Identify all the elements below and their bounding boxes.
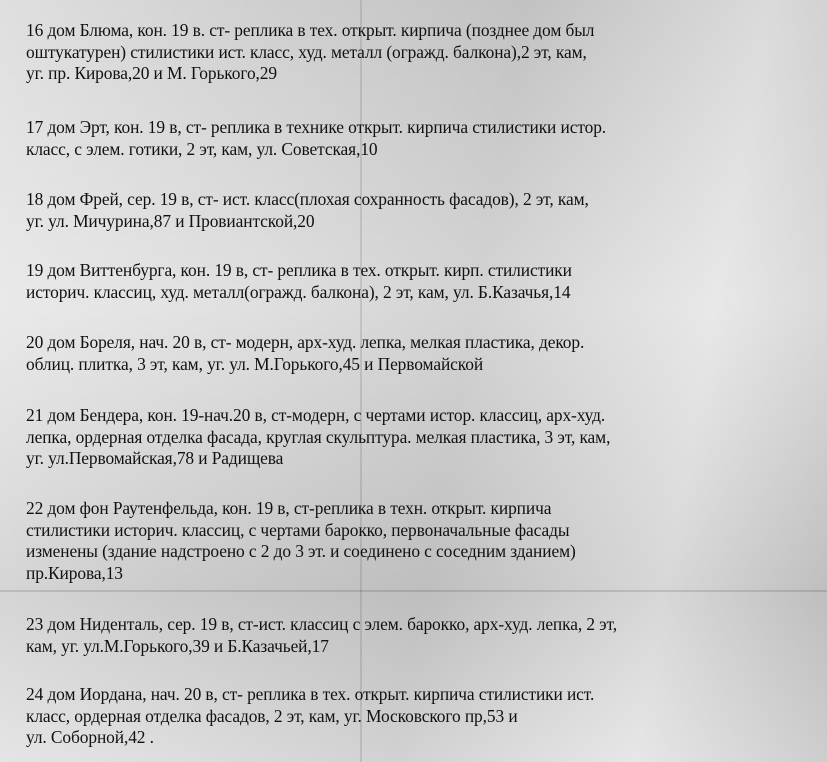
entry-line: 19 дом Виттенбурга, кон. 19 в, ст- реплика в тех. открыт. кирп. стилистики xyxy=(26,260,572,280)
entry-16 xyxy=(26,20,816,85)
entry-line: уг. ул. Мичурина,87 и Провиантской,20 xyxy=(26,210,315,231)
entry-line: класс, с элем. готики, 2 эт, кам, ул. Советская,10 xyxy=(26,138,378,159)
entry-20 xyxy=(26,332,816,375)
entry-line: 17 дом Эрт, кон. 19 в, ст- реплика в технике открыт. кирпича стилистики истор. xyxy=(26,117,607,137)
paper-fold-horizontal xyxy=(0,590,827,592)
entry-line: ул. Соборной,42 . xyxy=(26,727,154,747)
entry-line: 20 дом Бореля, нач. 20 в, ст- модерн, арх-худ. лепка, мелкая пластика, декор. xyxy=(26,332,585,352)
entry-line: 16 дом Блюма, кон. 19 в. ст- реплика в тех. открыт. кирпича (позднее дом был xyxy=(26,20,595,40)
entry-line: кам, уг. ул.М.Горького,39 и Б.Казачьей,17 xyxy=(26,635,329,656)
entry-line: 21 дом Бендера, кон. 19-нач.20 в, ст-модерн, с чертами истор. классиц, арх-худ. xyxy=(26,405,606,425)
entry-line: облиц. плитка, 3 эт, кам, уг. ул. М.Горького,45 и Первомайской xyxy=(26,353,484,374)
entry-17 xyxy=(26,117,816,160)
entry-line: историч. классиц, худ. металл(огражд. балкона), 2 эт, кам, ул. Б.Казачья,14 xyxy=(26,281,571,302)
entry-23 xyxy=(26,614,816,657)
entry-line: класс, ордерная отделка фасадов, 2 эт, кам, уг. Московского пр,53 и xyxy=(26,705,518,726)
entry-line: 18 дом Фрей, сер. 19 в, ст- ист. класс(плохая сохранность фасадов), 2 эт, кам, xyxy=(26,189,589,209)
entry-19 xyxy=(26,260,816,303)
entry-line: 22 дом фон Раутенфельда, кон. 19 в, ст-реплика в техн. открыт. кирпича xyxy=(26,498,552,518)
entry-line: уг. пр. Кирова,20 и М. Горького,29 xyxy=(26,63,277,83)
entry-line: изменены (здание надстроено с 2 до 3 эт. и соединено с соседним зданием) xyxy=(26,541,576,561)
entry-18 xyxy=(26,189,816,232)
entry-line: лепка, ордерная отделка фасада, круглая скульптура. мелкая пластика, 3 эт, кам, xyxy=(26,426,611,447)
entry-line: пр.Кирова,13 xyxy=(26,562,123,583)
entry-line: уг. ул.Первомайская,78 и Радищева xyxy=(26,448,284,468)
entry-21 xyxy=(26,405,816,470)
entry-line: стилистики историч. классиц, с чертами барокко, первоначальные фасады xyxy=(26,519,570,540)
entry-line: оштукатурен) стилистики ист. класс, худ. металл (огражд. балкона),2 эт, кам, xyxy=(26,41,587,62)
entry-24 xyxy=(26,684,816,749)
entry-line: 23 дом Ниденталь, сер. 19 в, ст-ист. классиц с элем. барокко, арх-худ. лепка, 2 эт, xyxy=(26,614,617,634)
entry-line: 24 дом Иордана, нач. 20 в, ст- реплика в тех. открыт. кирпича стилистики ист. xyxy=(26,684,595,704)
entry-22 xyxy=(26,498,816,584)
